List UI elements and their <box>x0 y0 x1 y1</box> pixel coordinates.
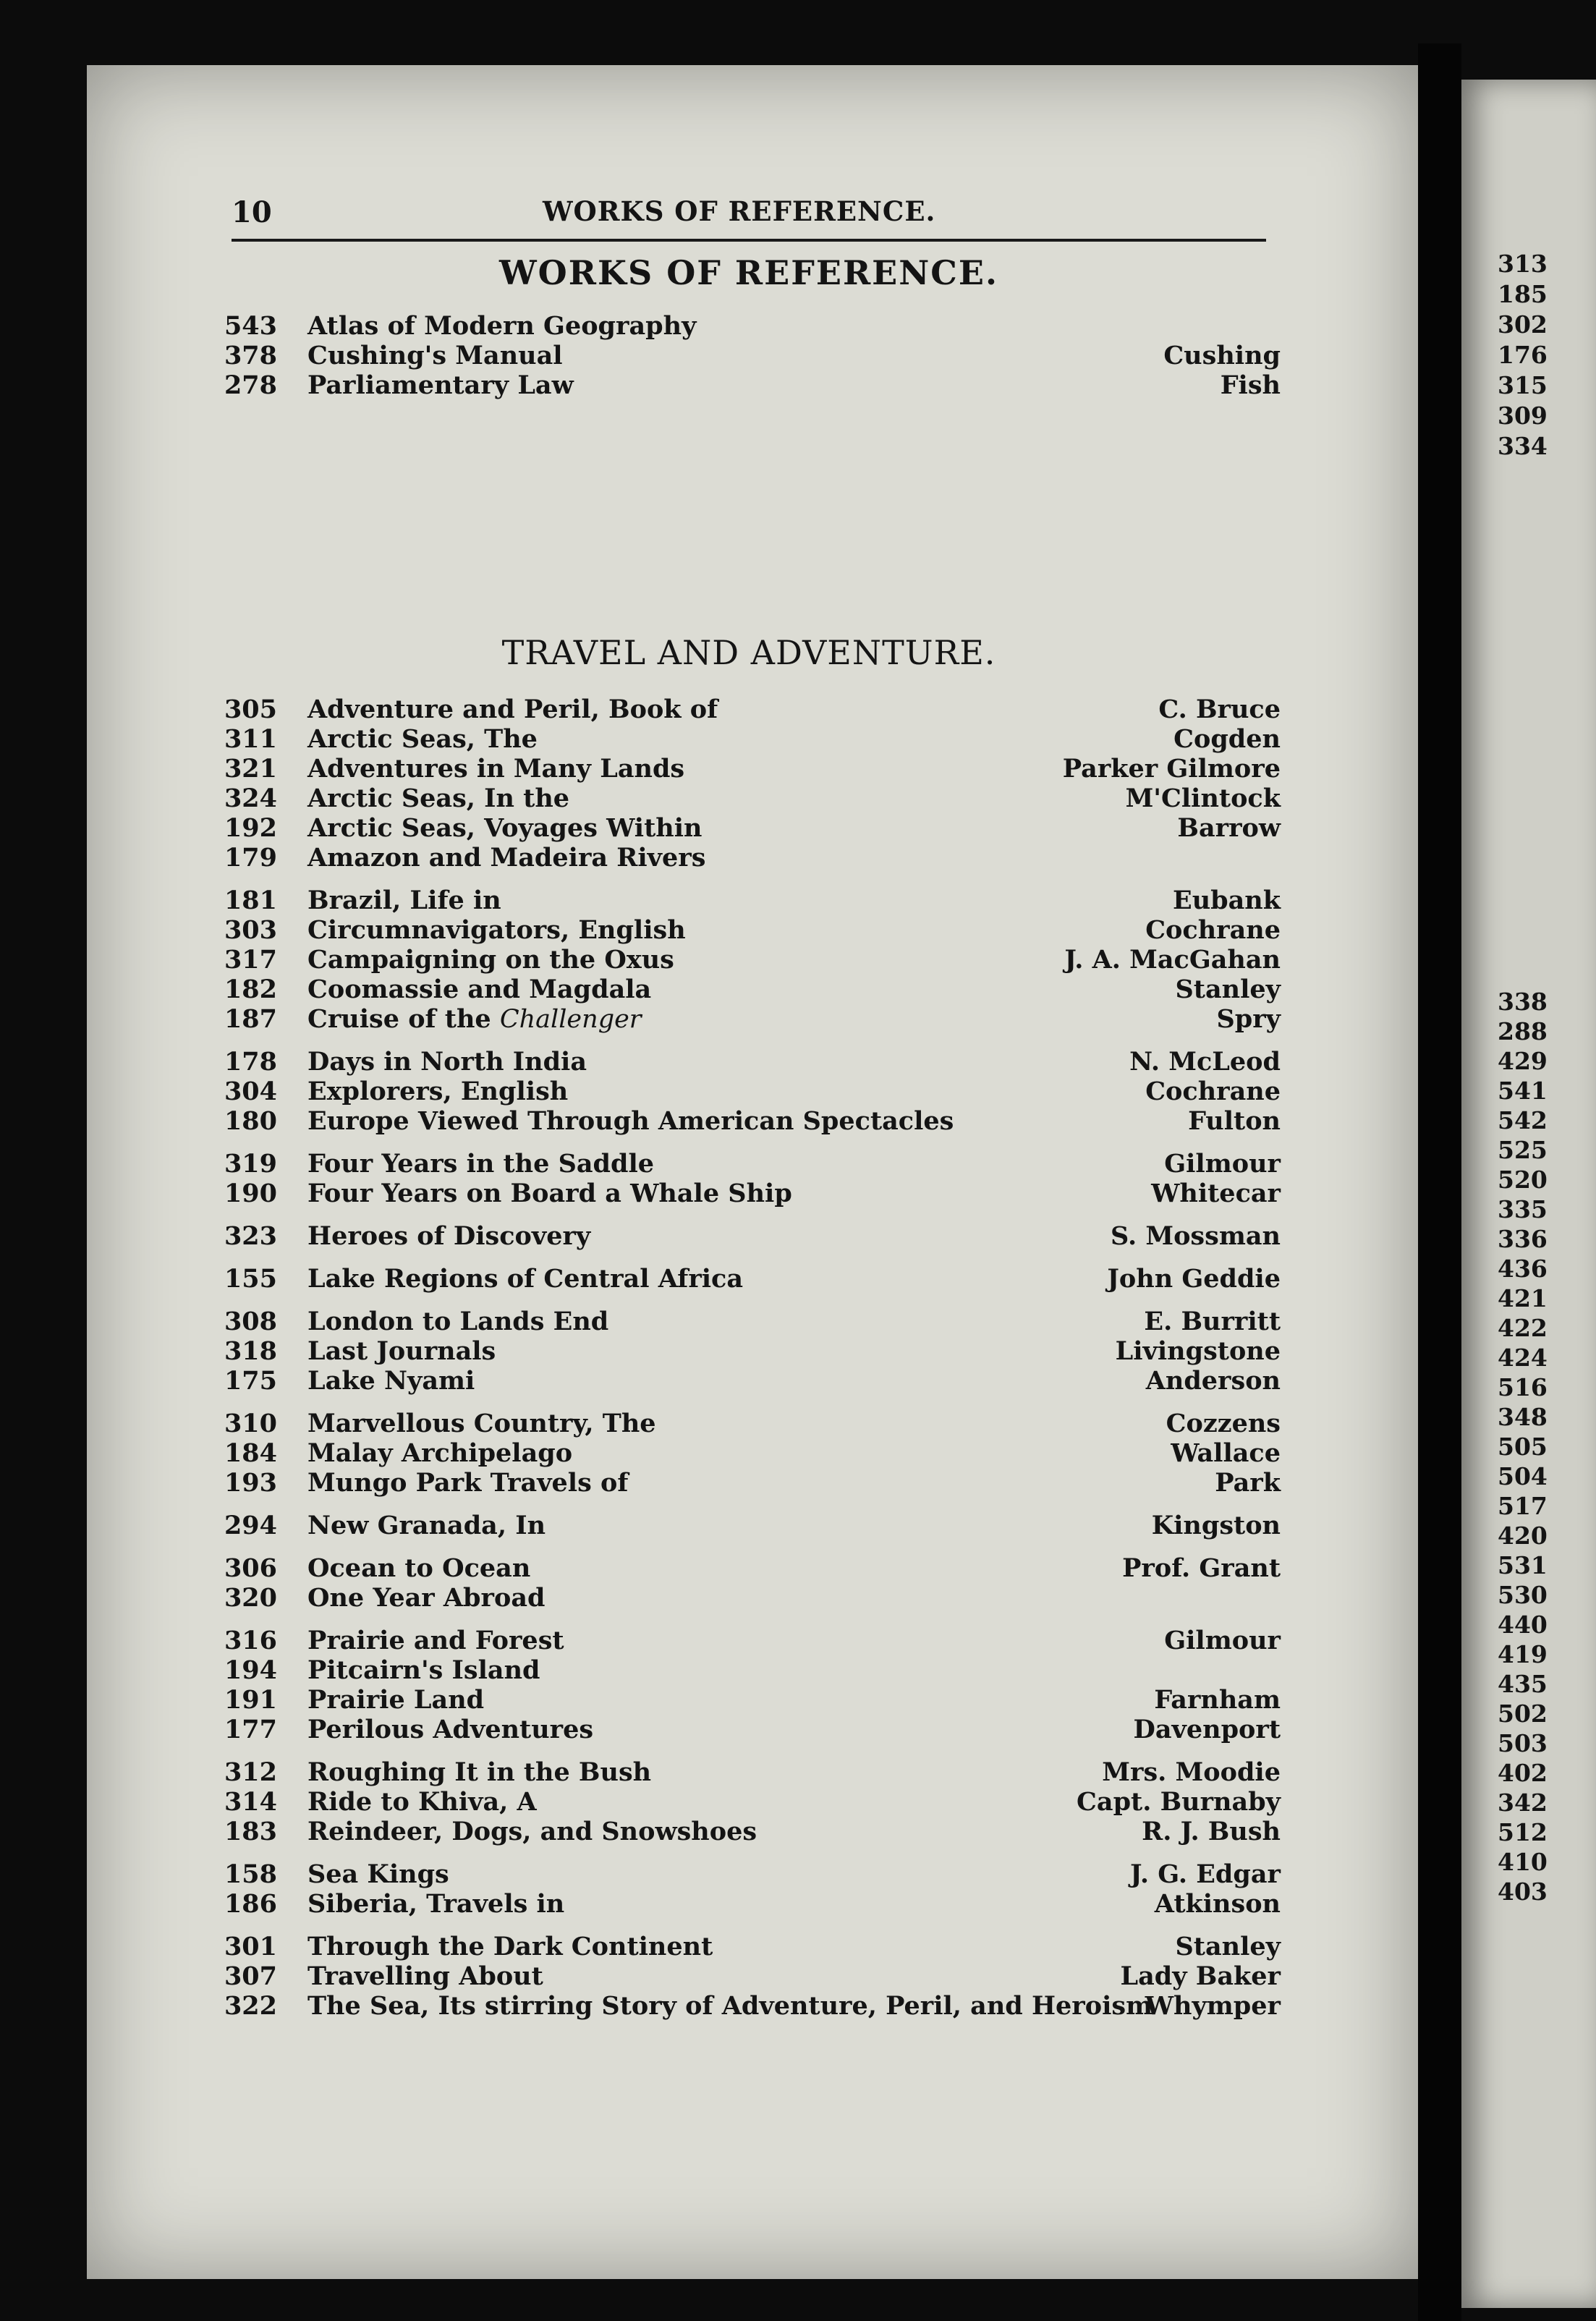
adjacent-page-number: 338 <box>1498 988 1548 1016</box>
entry-title <box>307 1468 628 1498</box>
entry-author: J. A. MacGahan <box>1064 945 1281 975</box>
entry-title-text: Last Journals <box>307 1336 496 1366</box>
entry-author: M'Clintock <box>1125 784 1281 813</box>
adjacent-page-number: 176 <box>1498 341 1548 369</box>
entry-title <box>307 1757 651 1787</box>
entry-title <box>307 1438 572 1468</box>
entry-title-text: Marvellous Country, The <box>307 1409 656 1438</box>
entry-title-text: Heroes of Discovery <box>307 1221 591 1251</box>
entry-number: 307 <box>224 1961 277 1991</box>
entry-author: Parker Gilmore <box>1062 754 1281 784</box>
entry-title-text: Ocean to Ocean <box>307 1553 531 1583</box>
entry-author: Fish <box>1220 370 1281 400</box>
entry-title <box>307 311 696 341</box>
entry-number: 294 <box>224 1511 277 1540</box>
entry-title-text: Pitcairn's Island <box>307 1655 540 1685</box>
catalogue-entry <box>213 1438 1281 1468</box>
catalogue-entry <box>213 1626 1281 1655</box>
entry-title <box>307 945 674 975</box>
adjacent-page-number: 424 <box>1498 1344 1548 1372</box>
entry-number: 324 <box>224 784 277 813</box>
entry-author: Cochrane <box>1145 1077 1281 1106</box>
entry-title-text: Explorers, English <box>307 1077 569 1106</box>
entry-author: Whitecar <box>1151 1179 1281 1208</box>
catalogue-entry <box>213 1715 1281 1744</box>
book-gutter <box>1418 43 1461 2321</box>
adjacent-page-number: 403 <box>1498 1877 1548 1906</box>
catalogue-entry <box>213 1817 1281 1846</box>
entry-number: 323 <box>224 1221 277 1251</box>
entry-title-text: The Sea, Its stirring Story of Adventure, Peril, and Heroism <box>307 1991 1153 2021</box>
entry-title-text: Four Years in the Saddle <box>307 1149 655 1179</box>
page-number: 10 <box>232 195 272 229</box>
entry-title <box>307 1149 654 1179</box>
entry-number: 320 <box>224 1583 277 1613</box>
entry-title <box>307 1264 743 1294</box>
entry-author: Mrs. Moodie <box>1102 1757 1281 1787</box>
entry-title-text: Adventures in Many Lands <box>307 754 685 784</box>
entry-author: Prof. Grant <box>1122 1553 1281 1583</box>
catalogue-entry <box>213 1264 1281 1294</box>
entry-author: Park <box>1215 1468 1281 1498</box>
entry-title <box>307 1077 568 1106</box>
entry-title <box>307 1991 1153 2021</box>
adjacent-page-number: 541 <box>1498 1077 1548 1105</box>
travel-and-adventure-list <box>213 695 1281 2021</box>
entry-title-text: Cruise of the <box>307 1004 491 1034</box>
entry-author: J. G. Edgar <box>1130 1859 1281 1889</box>
entry-title <box>307 1336 496 1366</box>
entry-title-text: Ride to Khiva, A <box>307 1787 537 1817</box>
entry-number: 322 <box>224 1991 277 2021</box>
entry-title-text: Days in North India <box>307 1047 587 1077</box>
entry-number: 278 <box>224 370 277 400</box>
entry-author: Wallace <box>1171 1438 1281 1468</box>
entry-author: Eubank <box>1173 886 1281 915</box>
catalogue-entry <box>213 1179 1281 1208</box>
entry-title-italic: Challenger <box>499 1005 642 1034</box>
entry-number: 175 <box>224 1366 277 1396</box>
entry-title <box>307 695 718 724</box>
entry-number: 186 <box>224 1889 277 1919</box>
entry-title <box>307 1583 545 1613</box>
entry-title <box>307 1859 449 1889</box>
entry-number: 155 <box>224 1264 277 1294</box>
entry-number: 191 <box>224 1685 277 1715</box>
entry-title <box>307 1047 587 1077</box>
entry-title-text: Adventure and Peril, Book of <box>307 695 718 724</box>
entry-author: Farnham <box>1154 1685 1281 1715</box>
entry-number: 190 <box>224 1179 277 1208</box>
entry-number: 192 <box>224 813 277 843</box>
adjacent-page-number: 410 <box>1498 1848 1548 1876</box>
catalogue-entry <box>213 813 1281 843</box>
entry-author: Whymper <box>1145 1991 1281 2021</box>
catalogue-entry <box>213 1221 1281 1251</box>
entry-author: Cushing <box>1163 341 1281 370</box>
entry-number: 314 <box>224 1787 277 1817</box>
entry-title-text: London to Lands End <box>307 1307 609 1336</box>
catalogue-entry <box>213 975 1281 1004</box>
page-header <box>232 195 1266 239</box>
adjacent-page-number: 435 <box>1498 1670 1548 1698</box>
entry-title <box>307 1221 590 1251</box>
entry-title <box>307 341 563 370</box>
catalogue-entry <box>213 1583 1281 1613</box>
catalogue-entry <box>213 724 1281 754</box>
entry-number: 543 <box>224 311 277 341</box>
entry-author: Stanley <box>1175 1932 1281 1961</box>
entry-title-text: Europe Viewed Through American Spectacles <box>307 1106 954 1136</box>
entry-title-text: Arctic Seas, Voyages Within <box>307 813 703 843</box>
adjacent-page-number: 336 <box>1498 1225 1548 1253</box>
catalogue-entry <box>213 1336 1281 1366</box>
entry-number: 317 <box>224 945 277 975</box>
entry-number: 310 <box>224 1409 277 1438</box>
adjacent-page-number: 309 <box>1498 402 1548 430</box>
entry-title <box>307 915 686 945</box>
entry-author: C. Bruce <box>1158 695 1281 724</box>
entry-title <box>307 1409 656 1438</box>
entry-title-text: Roughing It in the Bush <box>307 1757 652 1787</box>
entry-number: 304 <box>224 1077 277 1106</box>
adjacent-page-number: 185 <box>1498 280 1548 308</box>
entry-number: 183 <box>224 1817 277 1846</box>
entry-author: S. Mossman <box>1110 1221 1281 1251</box>
entry-title-text: Brazil, Life in <box>307 886 501 915</box>
catalogue-entry <box>213 1409 1281 1438</box>
catalogue-entry <box>213 1787 1281 1817</box>
entry-title <box>307 1655 540 1685</box>
adjacent-page-number: 421 <box>1498 1284 1548 1312</box>
catalogue-entry <box>213 1859 1281 1889</box>
entry-number: 158 <box>224 1859 277 1889</box>
entry-number: 179 <box>224 843 277 873</box>
entry-title <box>307 1366 475 1396</box>
catalogue-entry <box>213 1553 1281 1583</box>
entry-author: E. Burritt <box>1144 1307 1281 1336</box>
entry-number: 311 <box>224 724 277 754</box>
adjacent-page-number: 288 <box>1498 1017 1548 1045</box>
catalogue-entry <box>213 370 1281 400</box>
works-of-reference-list <box>213 311 1281 400</box>
entry-number: 177 <box>224 1715 277 1744</box>
adjacent-page-number: 525 <box>1498 1136 1548 1164</box>
adjacent-page-number: 420 <box>1498 1522 1548 1550</box>
entry-number: 312 <box>224 1757 277 1787</box>
catalogue-entry <box>213 1077 1281 1106</box>
catalogue-entry <box>213 1047 1281 1077</box>
entry-number: 305 <box>224 695 277 724</box>
entry-title-text: New Granada, In <box>307 1511 546 1540</box>
catalogue-entry <box>213 1149 1281 1179</box>
entry-title-text: Travelling About <box>307 1961 543 1991</box>
entry-title-text: Lake Regions of Central Africa <box>307 1264 744 1294</box>
entry-author: Cochrane <box>1145 915 1281 945</box>
entry-author: N. McLeod <box>1129 1047 1281 1077</box>
entry-number: 378 <box>224 341 277 370</box>
entry-title <box>307 1106 954 1136</box>
adjacent-page-number: 531 <box>1498 1551 1548 1579</box>
adjacent-page-number: 440 <box>1498 1611 1548 1639</box>
catalogue-entry <box>213 311 1281 341</box>
entry-title-text: Perilous Adventures <box>307 1715 594 1744</box>
adjacent-page-number: 419 <box>1498 1640 1548 1668</box>
entry-number: 184 <box>224 1438 277 1468</box>
entry-number: 303 <box>224 915 277 945</box>
entry-title-text: Amazon and Madeira Rivers <box>307 843 706 873</box>
adjacent-page-number: 422 <box>1498 1314 1548 1342</box>
entry-number: 301 <box>224 1932 277 1961</box>
catalogue-entry <box>213 915 1281 945</box>
adjacent-page-number: 313 <box>1498 250 1548 278</box>
entry-title-text: Sea Kings <box>307 1859 449 1889</box>
entry-title-text: Parliamentary Law <box>307 370 574 400</box>
adjacent-page-number: 348 <box>1498 1403 1548 1431</box>
catalogue-entry <box>213 341 1281 370</box>
adjacent-page-number: 315 <box>1498 371 1548 399</box>
entry-title <box>307 1685 484 1715</box>
entry-number: 308 <box>224 1307 277 1336</box>
entry-number: 306 <box>224 1553 277 1583</box>
adjacent-page-number: 517 <box>1498 1492 1548 1520</box>
entry-author: Spry <box>1216 1004 1281 1034</box>
entry-title <box>307 886 501 915</box>
entry-number: 182 <box>224 975 277 1004</box>
entry-title <box>307 370 574 400</box>
adjacent-page-number: 342 <box>1498 1789 1548 1817</box>
catalogue-entry <box>213 1511 1281 1540</box>
entry-title <box>307 1004 642 1035</box>
entry-title <box>307 813 702 843</box>
entry-title-text: Through the Dark Continent <box>307 1932 713 1961</box>
adjacent-page-number: 542 <box>1498 1106 1548 1134</box>
adjacent-page-number: 505 <box>1498 1433 1548 1461</box>
entry-number: 178 <box>224 1047 277 1077</box>
entry-title-text: Campaigning on the Oxus <box>307 945 674 975</box>
catalogue-entry <box>213 1961 1281 1991</box>
adjacent-page-number: 504 <box>1498 1462 1548 1490</box>
entry-title-text: Atlas of Modern Geography <box>307 311 697 341</box>
adjacent-page-number: 520 <box>1498 1166 1548 1194</box>
adjacent-page-number: 429 <box>1498 1047 1548 1075</box>
adjacent-page-number: 512 <box>1498 1818 1548 1846</box>
entry-number: 194 <box>224 1655 277 1685</box>
entry-title <box>307 1715 593 1744</box>
running-title: WORKS OF REFERENCE. <box>543 195 936 227</box>
entry-author: Cozzens <box>1166 1409 1281 1438</box>
entry-number: 318 <box>224 1336 277 1366</box>
adjacent-page-number: 436 <box>1498 1255 1548 1283</box>
entry-author: Barrow <box>1177 813 1281 843</box>
entry-title-text: Four Years on Board a Whale Ship <box>307 1179 792 1208</box>
catalogue-entry <box>213 754 1281 784</box>
entry-title-text: Mungo Park Travels of <box>307 1468 629 1498</box>
entry-title <box>307 1787 537 1817</box>
catalogue-entry <box>213 886 1281 915</box>
catalogue-entry <box>213 1004 1281 1034</box>
entry-title <box>307 1961 543 1991</box>
adjacent-page-number: 334 <box>1498 432 1548 460</box>
entry-author: Kingston <box>1151 1511 1281 1540</box>
entry-title <box>307 843 705 873</box>
catalogue-entry <box>213 695 1281 724</box>
entry-title <box>307 1889 564 1919</box>
entry-title-text: Reindeer, Dogs, and Snowshoes <box>307 1817 757 1846</box>
entry-author: Gilmour <box>1164 1626 1281 1655</box>
entry-author: John Geddie <box>1107 1264 1281 1294</box>
entry-title-text: One Year Abroad <box>307 1583 546 1613</box>
section-title-works-of-reference: WORKS OF REFERENCE. <box>499 253 998 292</box>
entry-author: Davenport <box>1133 1715 1281 1744</box>
entry-number: 321 <box>224 754 277 784</box>
entry-title-text: Arctic Seas, In the <box>307 784 570 813</box>
entry-author: Livingstone <box>1115 1336 1281 1366</box>
entry-title-text: Cushing's Manual <box>307 341 563 370</box>
catalogue-entry <box>213 1932 1281 1961</box>
entry-number: 316 <box>224 1626 277 1655</box>
adjacent-page-number: 302 <box>1498 310 1548 339</box>
entry-title <box>307 1179 792 1208</box>
entry-author: Atkinson <box>1154 1889 1281 1919</box>
entry-title-text: Prairie and Forest <box>307 1626 564 1655</box>
entry-title-text: Arctic Seas, The <box>307 724 538 754</box>
entry-author: Lady Baker <box>1120 1961 1281 1991</box>
entry-author: Stanley <box>1175 975 1281 1004</box>
entry-number: 319 <box>224 1149 277 1179</box>
adjacent-page-number: 502 <box>1498 1700 1548 1728</box>
entry-author: R. J. Bush <box>1142 1817 1281 1846</box>
entry-title <box>307 784 569 813</box>
catalogue-entry <box>213 1366 1281 1396</box>
catalogue-entry <box>213 1685 1281 1715</box>
entry-title <box>307 754 684 784</box>
catalogue-entry <box>213 1655 1281 1685</box>
entry-title-text: Malay Archipelago <box>307 1438 573 1468</box>
entry-title <box>307 1817 757 1846</box>
entry-title-text: Circumnavigators, English <box>307 915 686 945</box>
entry-author: Anderson <box>1145 1366 1281 1396</box>
adjacent-page-number: 402 <box>1498 1759 1548 1787</box>
entry-number: 180 <box>224 1106 277 1136</box>
section-title-travel-and-adventure: TRAVEL AND ADVENTURE. <box>501 633 996 672</box>
entry-title-text: Lake Nyami <box>307 1366 475 1396</box>
entry-author: Cogden <box>1173 724 1281 754</box>
entry-number: 181 <box>224 886 277 915</box>
entry-title-text: Prairie Land <box>307 1685 485 1715</box>
catalogue-entry <box>213 784 1281 813</box>
catalogue-entry <box>213 1307 1281 1336</box>
entry-author: Gilmour <box>1164 1149 1281 1179</box>
entry-number: 193 <box>224 1468 277 1498</box>
entry-title <box>307 1626 564 1655</box>
adjacent-page-number: 516 <box>1498 1373 1548 1401</box>
entry-author: Fulton <box>1188 1106 1281 1136</box>
entry-title <box>307 1511 546 1540</box>
catalogue-entry <box>213 945 1281 975</box>
entry-title-text: Siberia, Travels in <box>307 1889 565 1919</box>
entry-title <box>307 1307 608 1336</box>
catalogue-entry <box>213 1468 1281 1498</box>
entry-title-text: Coomassie and Magdala <box>307 975 652 1004</box>
header-rule <box>232 239 1266 242</box>
entry-author: Capt. Burnaby <box>1077 1787 1281 1817</box>
entry-title <box>307 1553 530 1583</box>
catalogue-entry <box>213 1991 1281 2021</box>
adjacent-page-number: 503 <box>1498 1729 1548 1757</box>
entry-number: 187 <box>224 1004 277 1034</box>
entry-title <box>307 1932 713 1961</box>
adjacent-page-number: 530 <box>1498 1581 1548 1609</box>
catalogue-entry <box>213 1889 1281 1919</box>
entry-title <box>307 975 651 1004</box>
adjacent-page-number: 335 <box>1498 1195 1548 1223</box>
catalogue-entry <box>213 1106 1281 1136</box>
catalogue-entry <box>213 843 1281 873</box>
entry-title <box>307 724 538 754</box>
catalogue-entry <box>213 1757 1281 1787</box>
